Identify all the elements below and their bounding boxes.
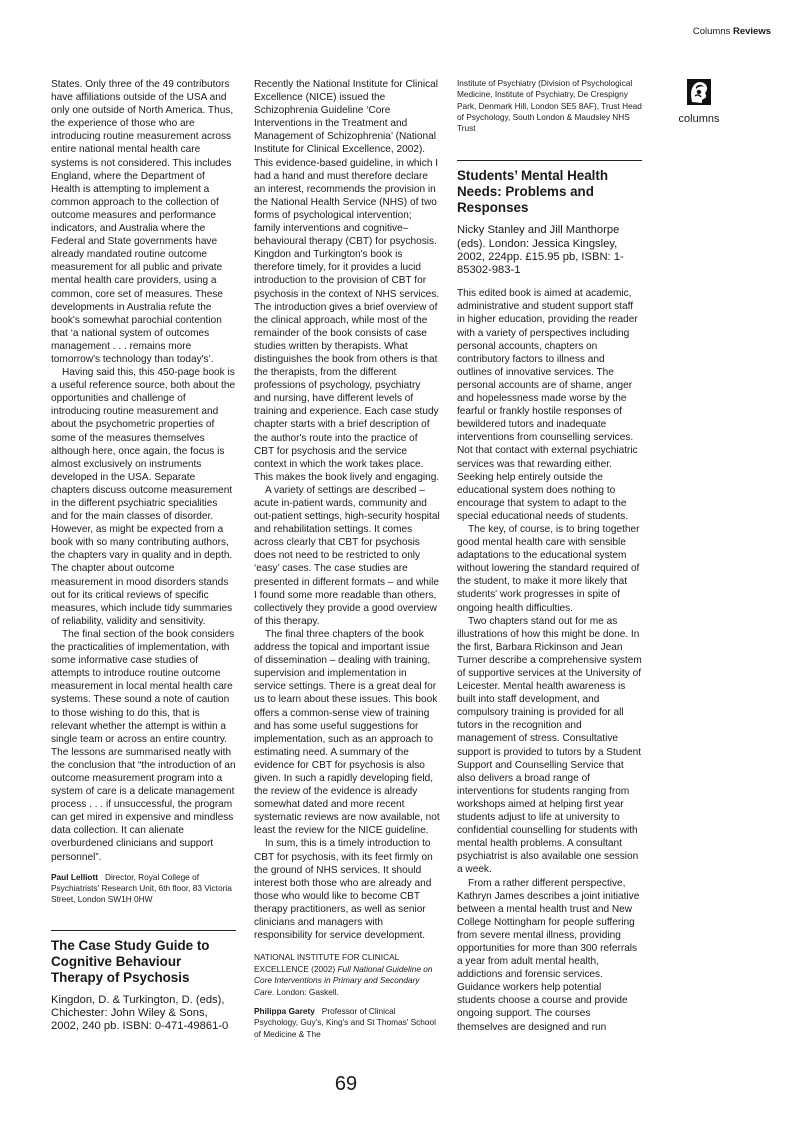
reference <box>254 952 440 998</box>
paragraph: From a rather different perspective, Kathryn James describes a joint initiative between a mental health trust and New College Nottingham for people suffering from severe mental illness, providing opportunities for more than 300 referrals a year from adult mental health, addictions and forensic services. Guidance workers help potential students choose a course and provide ongoing support. The courses themselves are designed and run <box>457 877 640 1033</box>
book-details: Nicky Stanley and Jill Manthorpe (eds). London: Jessica Kingsley, 2002, 224pp. £15.95 pb, ISBN: 1-85302-983-1 <box>457 224 624 277</box>
paragraph: The final three chapters of the book address the topical and important issue of dissemination – dealing with training, supervision and implementation in service settings. There is a great deal for us to learn about these issues. This book offers a common-sense view of training and has some useful suggestions for implementation, such as an approach to estimating need. A summary of the evidence for CBT for psychosis is also given. In such a rapidly developing field, the review of the evidence is already somewhat dated and more recent systematic reviews are now available, not least the review for the NICE guideline. <box>254 628 440 837</box>
paragraph: In sum, this is a timely introduction to CBT for psychosis, with its feet firmly on the ground of NHS services. It should interest both those who are already and those who would like to become CBT therapy practitioners, as well as senior clinicians and managers with responsibility for service development. <box>254 838 433 942</box>
paragraph: The key, of course, is to bring together good mental health care with sensible adaptations to the educational system without lowering the standard required of the student, to make it more likely that students' work progresses in spite of ongoing health difficulties. <box>457 523 640 614</box>
paragraph: Recently the National Institute for Clinical Excellence (NICE) issued the Schizophrenia Guideline ‘Core Interventions in the Treatment and Management of Schizophrenia’ (National Institute for Clinical Excellence, 2002). This evidence-based guideline, in which I had a hand and must therefore declare an interest, recommends the provision in the National Health Service (NHS) of two forms of psychological intervention; family interventions and cognitive–behavioural therapy (CBT) for psychosis. Kingdon and Turkington's book is therefore timely, for it provides a lucid introduction to the provision of CBT for psychosis in the context of NHS services. The introduction gives a brief overview of the clinical approach, while most of the remainder of the book consists of case studies written by therapists. What distinguishes the book from others is that the therapists, from the different professions of psychology, psychiatry and nursing, have different levels of training and experience. Each case study chapter starts with a brief description of the author's route into the practice of CBT for psychosis and the service context in which the work takes place. This makes the book lively and engaging. <box>254 79 440 483</box>
reference-author: NATIONAL INSTITUTE FOR CLINICAL EXCELLENCE (2002) <box>254 952 399 974</box>
reference-publisher: . London: Gaskell. <box>271 986 339 997</box>
page-number: 69 <box>334 1073 358 1095</box>
header-category: Reviews <box>732 26 771 37</box>
header-section: Columns <box>692 26 731 37</box>
section-divider <box>51 930 236 931</box>
review-title: Students’ Mental Health Needs: Problems and Responses <box>457 168 609 216</box>
reviewer-affiliation: Professor of Clinical Psychology, Guy's, King's and St Thomas' School of Medicine & The <box>254 1006 436 1039</box>
column-1 <box>51 78 236 1043</box>
reviewer-affiliation: Director, Royal College of Psychiatrists' Research Unit, 6th floor, 83 Victoria Street, London SW1H 0HW <box>51 871 232 905</box>
review-title: The Case Study Guide to Cognitive Behaviour Therapy of Psychosis <box>51 937 210 985</box>
paragraph: Two chapters stand out for me as illustrations of how this might be done. In the first, Barbara Rickinson and Jean Turner describe a comprehensive system of supportive services at the University of Leicester. Mental health awareness is built into staff development, and compulsory training is provided for all tutors in the recognition and management of stress. Consultative support is provided to tutors by a Student Support and Counselling Service that also delivers a broad range of interventions for students ranging from workshops aimed at helping first year students adjust to life at university to confidential counselling for students with mental health problems. A consultant psychiatrist is also available one session a week. <box>457 615 642 876</box>
reviewer-signature <box>254 1006 440 1040</box>
columns-logo <box>674 78 724 125</box>
paragraph: This edited book is aimed at academic, administrative and student support staff in higher education, providing the reader with a variety of perspectives including personal accounts, chapters on contributory factors to illness and outlines of innovative services. The personal accounts are of shame, anger and hopelessness made worse by the fearful or frankly hostile responses of bewildered tutors and inadequate interventions from counselling services. Not that contact with external psychiatric services was that rewarding either. Seeking help entirely outside the educational system does nothing to encourage that system to adapt to the special educational needs of students. <box>457 288 638 522</box>
paragraph: The final section of the book considers the practicalities of implementation, with some informative case studies of attempts to introduce routine outcome measurement in local mental health care systems. These sound a note of caution to those wishing to do this, that is relevant whether the attempt is within a single team or across an entire country. The lessons are summarised neatly with the conclusion that “the introduction of an outcome measurement program into a system of care is a delicate management process . . . if unsuccessful, the program can get mired in expensive and mindless data collection. It can alienate overburdened clinicians and support personnel”. <box>51 628 236 863</box>
running-header <box>693 26 771 37</box>
logo-label: columns <box>678 113 720 125</box>
column-3 <box>457 78 642 1034</box>
reviewer-affiliation-continued: Institute of Psychiatry (Division of Psychological Medicine, Institute of Psychiatry, De Crespigny Park, Denmark Hill, London SE5 8AF), Trust Head of Psychology, South London & Maudsley NHS Trust <box>457 78 642 134</box>
reviewer-name: Philippa Garety <box>254 1006 315 1017</box>
section-divider <box>457 160 642 161</box>
book-details: Kingdon, D. & Turkington, D. (eds), Chichester: John Wiley & Sons, 2002, 240 pb. ISBN: 0-471-49861-0 <box>51 993 229 1032</box>
head-profile-icon <box>686 78 712 106</box>
reference-title: Full National Guideline on Core Interventions in Primary and Secondary Care <box>254 963 433 997</box>
paragraph: A variety of settings are described – acute in-patient wards, community and out-patient settings, high-security hospital and rehabilitation settings. It comes across clearly that CBT for psychosis does not need to be restricted to only ‘easy’ cases. The case studies are presented in different formats – and while I found some more readable than others, collectively they provide a good overview of this therapy. <box>254 484 440 627</box>
paragraph: Having said this, this 450-page book is a useful reference source, both about the opportunities and challenge of introducing routine measurement and about the psychometric properties of some of the measures themselves although here, once again, the focus is almost exclusively on instruments developed in the USA. Separate chapters discuss outcome measurement in the different psychiatric specialities and for the main classes of disorder. However, as might be expected from a book with so many contributing authors, the chapters vary in quality and in depth. The chapter about outcome measurement in mood disorders stands out for its critical reviews of specific measures, which include tidy summaries of reliability, validity and sensitivity. <box>51 367 236 627</box>
reviewer-signature <box>51 872 236 906</box>
column-2 <box>254 78 440 1040</box>
paragraph: States. Only three of the 49 contributors have affiliations outside of the USA and only one outside of North America. Thus, the experience of those who are introducing routine measurement across entire national mental health care systems is not considered. This includes England, where the Department of Health is attempting to implement a common approach to the collection of outcome measures and performance indicators, and Australia where the Federal and State governments have already mandated routine outcome measurement for all public and private mental health care providers, using a common, core set of measures. These developments in Australia refute the book's somewhat parochial contention that ‘a national system of outcomes management . . . remains more tomorrow's technology than today's’. <box>51 79 234 365</box>
reviewer-name: Paul Lelliott <box>51 871 99 882</box>
